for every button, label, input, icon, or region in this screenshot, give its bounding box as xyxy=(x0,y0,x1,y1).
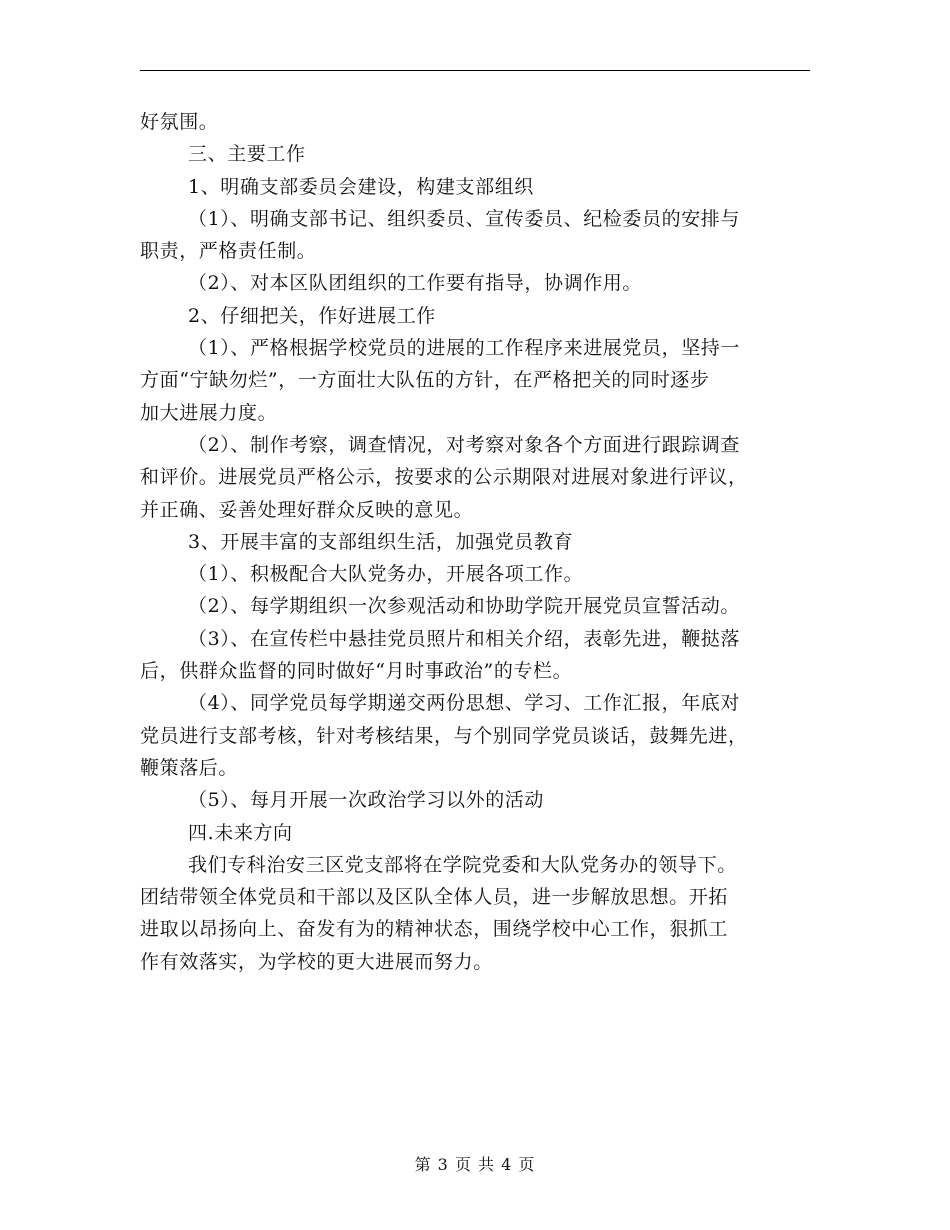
text-line: 鞭策落后。 xyxy=(140,756,239,779)
text-line: 职责，严格责任制。 xyxy=(140,240,317,263)
section-heading: 三、主要工作 xyxy=(188,143,306,166)
text-line: 我们专科治安三区党支部将在学院党委和大队党务办的领导下。 xyxy=(188,853,737,876)
text-line: 进取以昂扬向上、奋发有为的精神状态，围绕学校中心工作，狠抓工 xyxy=(140,918,729,941)
subsection-heading: 1、明确支部委员会建设，构建支部组织 xyxy=(188,175,534,198)
text-line: （1）、明确支部书记、组织委员、宣传委员、纪检委员的安排与 xyxy=(188,207,740,230)
text-line: 团结带领全体党员和干部以及区队全体人员，进一步解放思想。开拓 xyxy=(140,886,729,909)
text-line: 好氛围。 xyxy=(140,111,219,133)
text-line: 并正确、妥善处理好群众反映的意见。 xyxy=(140,498,474,521)
text-line: （1）、严格根据学校党员的进展的工作程序来进展党员，坚持一 xyxy=(188,337,740,360)
text-line: 党员进行支部考核，针对考核结果，与个别同学党员谈话，鼓舞先进， xyxy=(140,724,748,747)
text-line: （5）、每月开展一次政治学习以外的活动 xyxy=(188,789,544,812)
text-line: （2）、制作考察，调查情况，对考察对象各个方面进行跟踪调查 xyxy=(188,433,740,456)
section-heading: 四.未来方向 xyxy=(188,821,293,844)
text-line: （1）、积极配合大队党务办，开展各项工作。 xyxy=(188,563,584,586)
document-body xyxy=(140,106,810,978)
header-rule xyxy=(140,70,810,71)
text-line: （3）、在宣传栏中悬挂党员照片和相关介绍，表彰先进，鞭挞落 xyxy=(188,627,740,650)
text-line: （2）、对本区队团组织的工作要有指导，协调作用。 xyxy=(188,272,642,295)
text-line: （4）、同学党员每学期递交两份思想、学习、工作汇报，年底对 xyxy=(188,692,740,715)
page-number-footer: 第 3 页 共 4 页 xyxy=(414,1155,536,1174)
subsection-heading: 3、开展丰富的支部组织生活，加强党员教育 xyxy=(188,530,574,553)
text-line: 和评价。进展党员严格公示，按要求的公示期限对进展对象进行评议， xyxy=(140,466,748,489)
text-line: 后，供群众监督的同时做好“月时事政治”的专栏。 xyxy=(140,660,573,683)
subsection-heading: 2、仔细把关，作好进展工作 xyxy=(188,304,436,327)
text-line: 加大进展力度。 xyxy=(140,401,278,424)
text-line: （2）、每学期组织一次参观活动和协助学院开展党员宣誓活动。 xyxy=(188,595,740,618)
text-line: 作有效落实，为学校的更大进展而努力。 xyxy=(140,950,493,973)
text-line: 方面“宁缺勿烂”，一方面壮大队伍的方针，在严格把关的同时逐步 xyxy=(140,369,710,392)
